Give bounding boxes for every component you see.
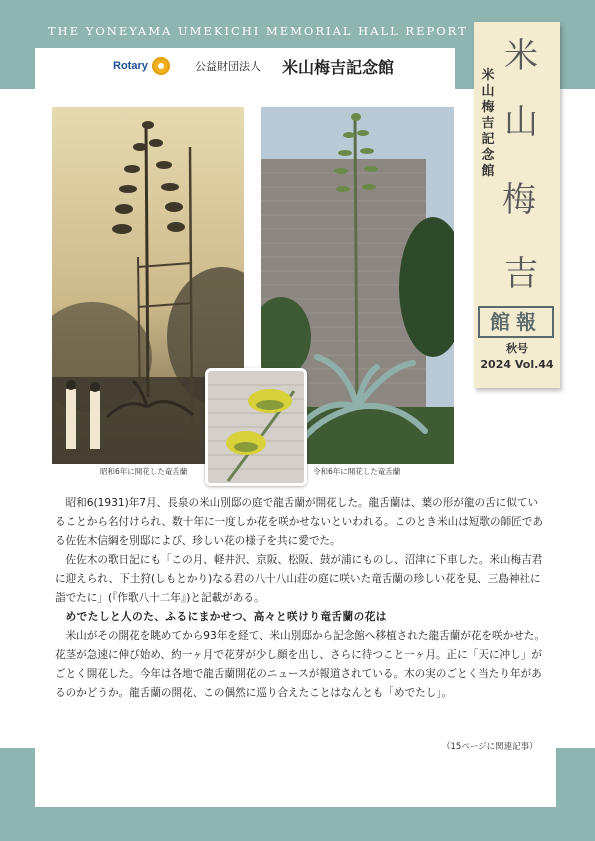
masthead-vertical-title: 米山梅吉記念館 — [481, 68, 495, 179]
calligraphy-char: 吉 — [504, 254, 538, 294]
article-paragraph: 米山がその開花を眺めてから93年を経て、米山別邸から記念館へ移植された龍舌蘭が花を咲かせた。花茎が急速に伸び始め、約一ヶ月で花芽が少し顔を出し、さらに待つこと一ヶ月。正に「天に冲し」がごとく開花した。今年は各地で龍舌蘭開花のニュースが報道されている。木の実のごとく当たり年があるのかどうか。龍舌蘭の開花、この偶然に巡り合えたことはなんとも「めでたし」。 — [55, 630, 545, 699]
report-title: THE YONEYAMA UMEKICHI MEMORIAL HALL REPORT — [48, 24, 468, 38]
foundation-label: 公益財団法人 — [195, 60, 261, 73]
article-body — [55, 494, 545, 703]
rotary-label: Rotary — [113, 60, 148, 72]
issue-label: 2024 Vol.44 — [480, 358, 554, 371]
calligraphy-char: 山 — [504, 102, 538, 142]
masthead — [474, 22, 560, 388]
article-paragraph: 昭和6(1931)年7月、長泉の米山別邸の庭で龍舌蘭が開花した。龍舌蘭は、葉の形が龍の舌に似ていることから名付けられ、数十年に一度しか花を咲かせないといわれる。このとき米山は短歌の師匠である佐佐木信綱を別邸によび、珍しい花の様子を共に愛でた。 — [55, 497, 543, 547]
photo-agave-flower-closeup — [205, 368, 307, 486]
hall-name: 米山梅吉記念館 — [282, 58, 395, 77]
season-label: 秋号 — [506, 342, 528, 355]
caption-left: 昭和6年に開花した竜舌蘭 — [100, 467, 188, 476]
calligraphy-char: 米 — [504, 36, 538, 76]
rotary-wheel-icon — [152, 57, 170, 75]
related-article-note: （15ページに関連記事） — [442, 742, 538, 752]
article-paragraph: 佐佐木の歌日記にも「この月、軽井沢、京阪、松阪、鼓が浦にものし、沼津に下車した。米山梅吉君に迎えられ、下土狩(しもとかり)なる君の八十八山荘の庭に咲いた竜舌蘭の珍しい花を見、三島神社に詣でたに」(『作歌八十二年』)と記載がある。 — [55, 554, 543, 604]
rotary-logo — [113, 57, 170, 75]
caption-right: 令和6年に開花した竜舌蘭 — [313, 467, 401, 476]
kanpo-title: 館報 — [478, 306, 554, 338]
calligraphy-char: 梅 — [502, 180, 536, 220]
poem-line: めでたしと人のた、ふるにまかせつ、高々と咲けり竜舌蘭の花は — [65, 611, 387, 623]
